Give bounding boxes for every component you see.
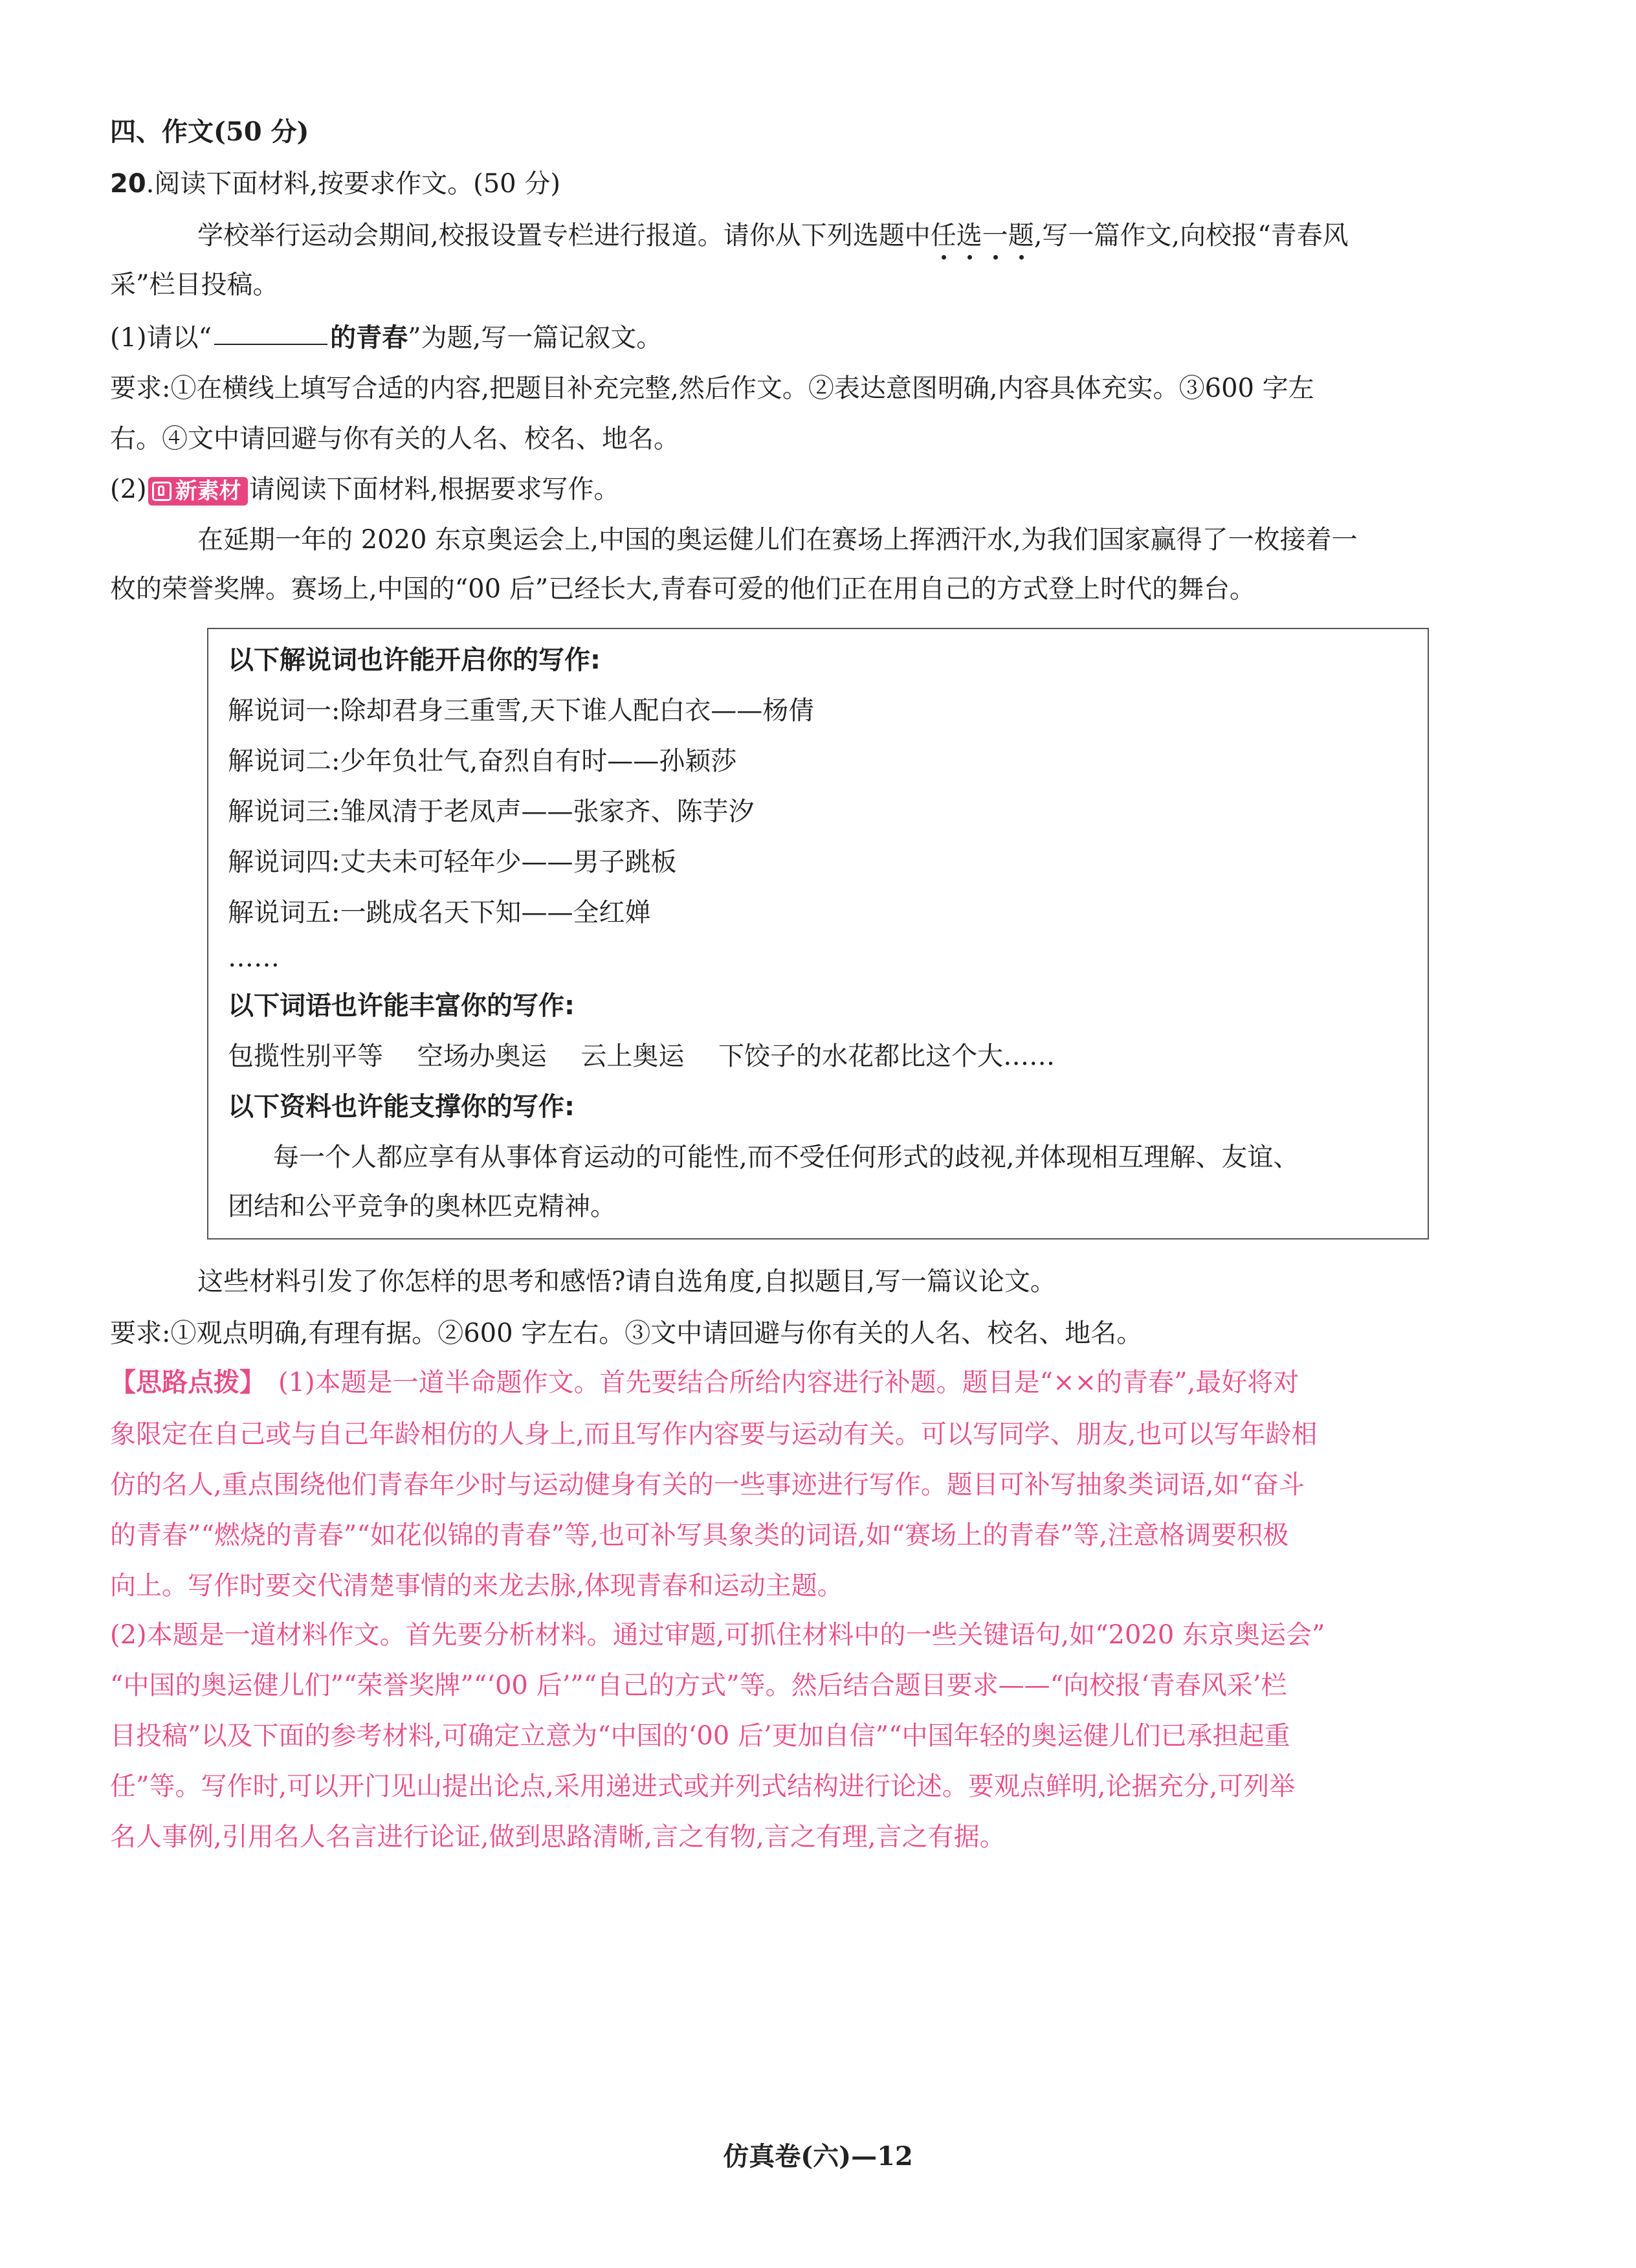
part1-suffix: ”为题,写一篇记叙文。 [408,323,663,353]
reference-materials-box [207,628,1429,1240]
hint-line [110,1366,1526,1399]
commentary-item: 解说词五:一跳成名天下知——全红婵 [228,898,651,928]
hint-line: 的青春”“燃烧的青春”“如花似锦的青春”等,也可补写具象类的词语,如“赛场上的青春”等,注意格调要积极 [110,1520,1289,1550]
closing-requirement: 要求:①观点明确,有理有据。②600 字左右。③文中请回避与你有关的人名、校名、地名。 [110,1318,1143,1348]
hint-line: 仿的名人,重点围绕他们青春年少时与运动健身有关的一些事迹进行写作。题目可补写抽象类词语,如“奋斗 [110,1470,1305,1500]
part1-prompt [110,321,1526,355]
thumbs-up-icon [152,482,171,501]
page-footer: 仿真卷(六)—12 [723,2141,913,2172]
commentary-item: 解说词二:少年负壮气,奋烈自有时——孙颖莎 [228,746,737,776]
hint-line: 象限定在自己或与自己年龄相仿的人身上,而且写作内容要与运动有关。可以写同学、朋友,也可以写年龄相 [110,1419,1318,1449]
part1-requirement-1: 要求:①在横线上填写合适的内容,把题目补充完整,然后作文。②表达意图明确,内容具体充实。③600 字左 [110,373,1314,403]
question-text: .阅读下面材料,按要求作文。(50 分) [146,169,560,199]
intro-line-2: 采”栏目投稿。 [110,270,279,300]
new-material-badge [148,477,248,506]
closing-prompt: 这些材料引发了你怎样的思考和感悟?请自选角度,自拟题目,写一篇议论文。 [197,1267,1056,1296]
part2-prefix: (2) [110,474,147,504]
hint-label: 【思路点拨】 [110,1368,252,1397]
material-line-1: 在延期一年的 2020 东京奥运会上,中国的奥运健儿们在赛场上挥洒汗水,为我们国家赢得了一枚接着一 [197,525,1358,555]
box-heading-resources: 以下资料也许能支撑你的写作: [228,1092,575,1122]
commentary-item: 解说词四:丈夫未可轻年少——男子跳板 [228,847,677,877]
resource-line-1: 每一个人都应享有从事体育运动的可能性,而不受任何形式的歧视,并体现相互理解、友谊、 [273,1142,1299,1172]
intro-text-a: 学校举行运动会期间,校报设置专栏进行报道。请你从下列选题中 [197,221,931,250]
hint-line: 目投稿”以及下面的参考材料,可确定立意为“中国的‘00 后’更加自信”“中国年轻的奥运健儿们已承担起重 [110,1721,1290,1751]
question-number: 20 [110,169,146,199]
fill-blank-line [214,344,327,345]
emphasis-char: 选 [956,221,982,250]
emphasis-char: 任 [930,221,956,250]
part1-prefix: (1)请以“ [110,323,212,353]
emphasis-char: 一 [982,221,1008,250]
hint-line: 名人事例,引用名人名言进行论证,做到思路清晰,言之有物,言之有理,言之有据。 [110,1822,1006,1852]
hint-line: “中国的奥运健儿们”“荣誉奖牌”“‘00 后’”“自己的方式”等。然后结合题目要求——“向校报‘青春风采’栏 [110,1671,1287,1700]
box-heading-commentary: 以下解说词也许能开启你的写作: [228,645,601,675]
commentary-item: 解说词一:除却君身三重雪,天下谁人配白衣——杨倩 [228,696,815,726]
emphasis-char: 题 [1008,221,1034,250]
part1-requirement-2: 右。④文中请回避与你有关的人名、校名、地名。 [110,424,680,454]
commentary-item: 解说词三:雏凤清于老凤声——张家齐、陈芋汐 [228,797,755,827]
material-line-2: 枚的荣誉奖牌。赛场上,中国的“00 后”已经长大,青春可爱的他们正在用自己的方式登上时代的舞台。 [110,574,1255,604]
section-heading: 四、作文(50 分) [110,117,309,147]
words-list: 包揽性别平等 空场办奥运 云上奥运 下饺子的水花都比这个大…… [228,1041,1056,1071]
badge-label: 新素材 [175,478,241,504]
hint-line: 向上。写作时要交代清楚事情的来龙去脉,体现青春和运动主题。 [110,1571,843,1601]
resource-line-2: 团结和公平竞争的奥林匹克精神。 [228,1192,616,1221]
intro-text-b: ,写一篇作文,向校报“青春风 [1034,221,1349,250]
part1-title-bold: 的青春 [330,323,408,353]
intro-line-1 [197,219,1526,252]
question-prompt [110,167,1526,201]
box-heading-words: 以下词语也许能丰富你的写作: [228,991,575,1021]
ellipsis: …… [228,943,280,973]
hint-text: (1)本题是一道半命题作文。首先要结合所给内容进行补题。题目是“××的青春”,最好将对 [252,1368,1299,1397]
hint-line: (2)本题是一道材料作文。首先要分析材料。通过审题,可抓住材料中的一些关键语句,如“2020 东京奥运会” [110,1620,1325,1650]
part2-prompt [110,472,1526,506]
part2-text: 请阅读下面材料,根据要求写作。 [249,474,620,504]
hint-line: 任”等。写作时,可以开门见山提出论点,采用递进式或并列式结构进行论述。要观点鲜明,论据充分,可列举 [110,1772,1296,1801]
